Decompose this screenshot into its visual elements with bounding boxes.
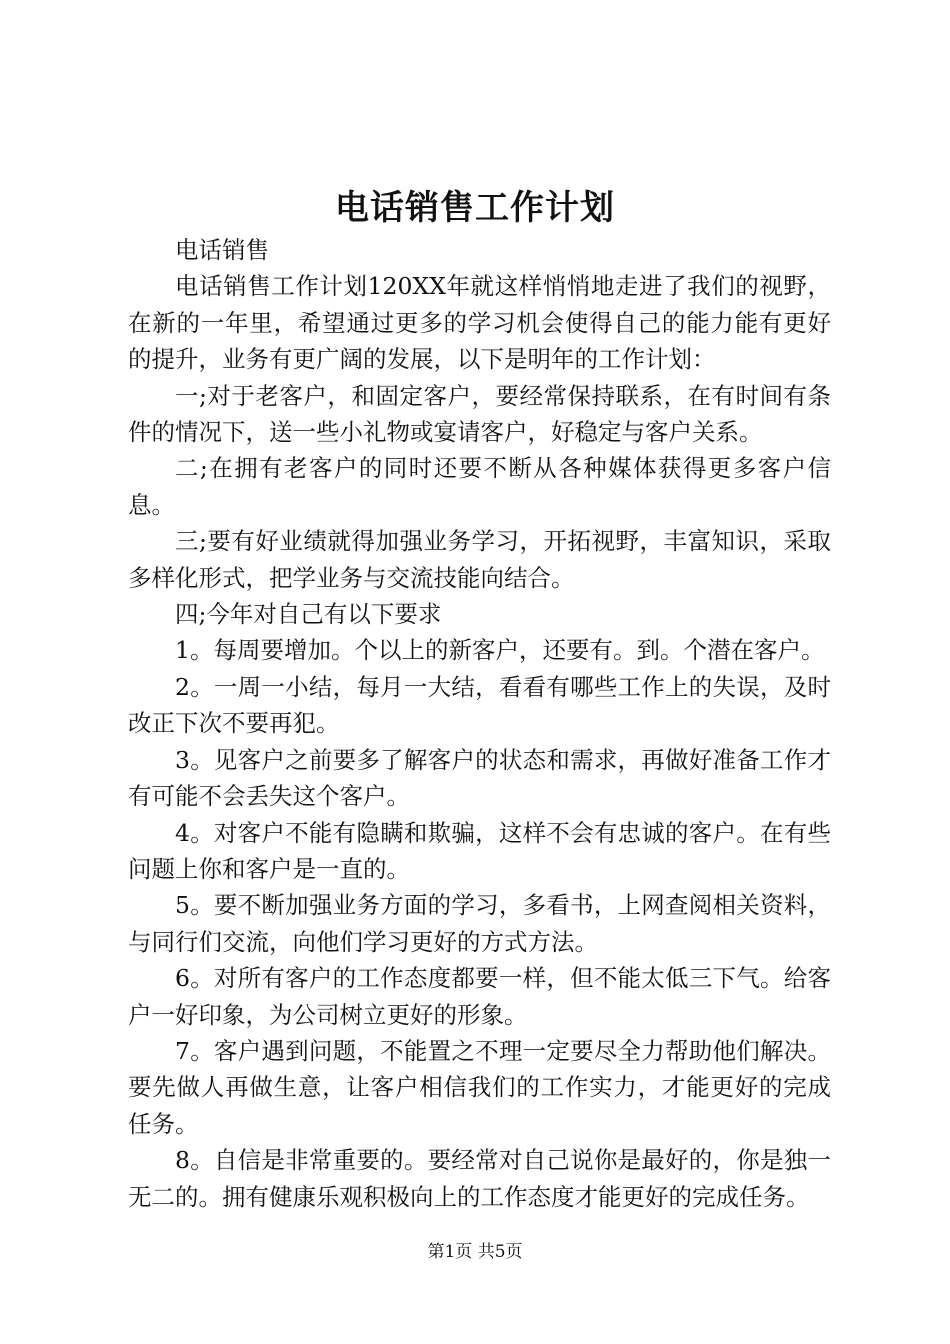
list-item-1: 1。每周要增加。个以上的新客户，还要有。到。个潜在客户。 — [175, 636, 825, 665]
document-title: 电话销售工作计划 — [335, 188, 615, 228]
list-item-8: 8。自信是非常重要的。要经常对自己说你是最好的，你是独一无二的。拥有健康乐观积极向上的工作态度才能更好的完成任务。 — [128, 1146, 831, 1211]
paragraph-intro-label: 电话销售 — [175, 236, 269, 264]
list-item-7: 7。客户遇到问题，不能置之不理一定要尽全力帮助他们解决。要先做人再做生意，让客户相信我们的工作实力，才能更好的完成任务。 — [128, 1036, 831, 1138]
document-body — [128, 232, 831, 1215]
paragraph-point-2: 二;在拥有老客户的同时还要不断从各种媒体获得更多客户信息。 — [128, 454, 831, 519]
paragraph-intro: 电话销售工作计划120XX年就这样悄悄地走进了我们的视野，在新的一年里，希望通过更多的学习机会使得自己的能力能有更好的提升，业务有更广阔的发展，以下是明年的工作计划： — [128, 272, 831, 374]
paragraph-point-1: 一;对于老客户，和固定客户，要经常保持联系，在有时间有条件的情况下，送一些小礼物或宴请客户，好稳定与客户关系。 — [128, 381, 831, 447]
list-item-2: 2。一周一小结，每月一大结，看看有哪些工作上的失误，及时改正下次不要再犯。 — [128, 672, 831, 738]
paragraph-point-3: 三;要有好业绩就得加强业务学习，开拓视野，丰富知识，采取多样化形式，把学业务与交流技能向结合。 — [128, 527, 831, 592]
list-item-3: 3。见客户之前要多了解客户的状态和需求，再做好准备工作才有可能不会丢失这个客户。 — [128, 745, 831, 811]
list-item-4: 4。对客户不能有隐瞒和欺骗，这样不会有忠诚的客户。在有些问题上你和客户是一直的。 — [128, 818, 831, 883]
list-item-6: 6。对所有客户的工作态度都要一样，但不能太低三下气。给客户一好印象，为公司树立更好的形象。 — [128, 964, 831, 1029]
paragraph-point-4: 四;今年对自己有以下要求 — [175, 600, 442, 629]
list-item-5: 5。要不断加强业务方面的学习，多看书，上网查阅相关资料，与同行们交流，向他们学习更好的方式方法。 — [128, 891, 831, 956]
page-footer: 第1页 共5页 — [427, 1242, 523, 1262]
